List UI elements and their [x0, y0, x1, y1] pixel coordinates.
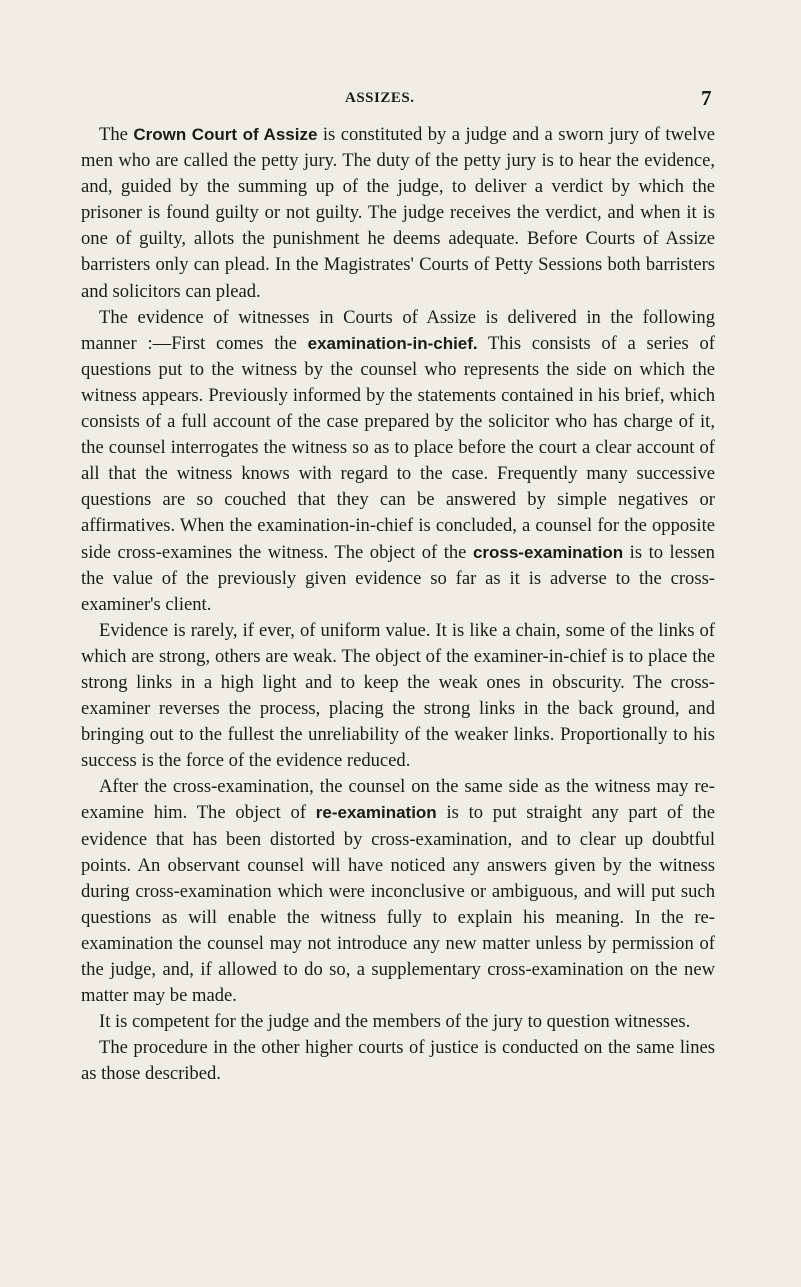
- side-heading: Crown Court of Assize: [133, 125, 318, 144]
- paragraph-text: It is competent for the judge and the members of the jury to question witnesses.: [99, 1011, 691, 1033]
- running-head: [0, 86, 801, 116]
- paragraph: [81, 774, 715, 1009]
- body-text: [81, 122, 715, 1087]
- paragraph-text: The procedure in the other higher courts of justice is conducted on the same lines as those described.: [81, 1037, 715, 1085]
- paragraph: [81, 305, 715, 618]
- paragraph: [81, 618, 715, 775]
- paragraph: [81, 1035, 715, 1087]
- paragraph-text: The: [99, 124, 134, 145]
- paragraph: [81, 1009, 715, 1035]
- paragraph-text: This consists of a series of questions put to the witness by the counsel who represents the side on which the witness appears. Previously informed by the statements contained in his brief, which consists of a full account of the case prepared by the solicitor who has charge of it, the counsel interrogates the witness so as to place before the court a clear account of all that the witness knows with regard to the case. Frequently many successive questions are so couched that they can be answered by simple negatives or affirmatives. When the examination-in-chief is concluded, a counsel for the opposite side cross-examines the witness. The object of the: [81, 332, 715, 563]
- paragraph: [81, 122, 715, 305]
- paragraph-text: Evidence is rarely, if ever, of uniform value. It is like a chain, some of the links of which are strong, others are weak. The object of the examiner-in-chief is to place the strong links in a high light and to keep the weak ones in obscurity. The cross-examiner reverses the process, placing the strong links in the back ground, and bringing out to the fullest the unreliability of the weaker links. Proportionally to his success is the force of the evidence reduced.: [81, 619, 715, 772]
- paragraph-text: The evidence of witnesses in Courts of Assize is delivered in the following manner :—First comes the: [81, 306, 715, 354]
- side-heading: re-examination: [315, 803, 437, 823]
- running-head-title: ASSIZES.: [345, 90, 415, 106]
- side-heading: examination-in-chief.: [307, 333, 478, 353]
- paragraph-text: is constituted by a judge and a sworn jury of twelve men who are called the petty jury. The duty of the petty jury is to hear the evidence, and, guided by the summing up of the judge, to deliver a verdict by which the prisoner is found guilty or not guilty. The judge receives the verdict, and when it is one of guilty, allots the punishment he deems adequate. Before Courts of Assize barristers only can plead. In the Magistrates' Courts of Petty Sessions both barristers and solicitors can plead.: [81, 124, 715, 302]
- page-number: 7: [701, 86, 712, 110]
- paragraph-text: After the cross-examination, the counsel on the same side as the witness may re-examine him. The object of: [81, 776, 715, 824]
- paragraph-text: is to put straight any part of the evidence that has been distorted by cross-examination, and to clear up doubtful points. An observant counsel will have noticed any answers given by the witness during cross-examination which were inconclusive or ambiguous, and will put such questions as will enable the witness fully to explain his meaning. In the re-examination the counsel may not introduce any new matter unless by permission of the judge, and, if allowed to do so, a supplementary cross-examination on the new matter may be made.: [81, 802, 715, 1007]
- paragraph-text: is to lessen the value of the previously given evidence so far as it is adverse to the cross-examiner's client.: [81, 541, 715, 615]
- side-heading: cross-examination: [472, 542, 624, 562]
